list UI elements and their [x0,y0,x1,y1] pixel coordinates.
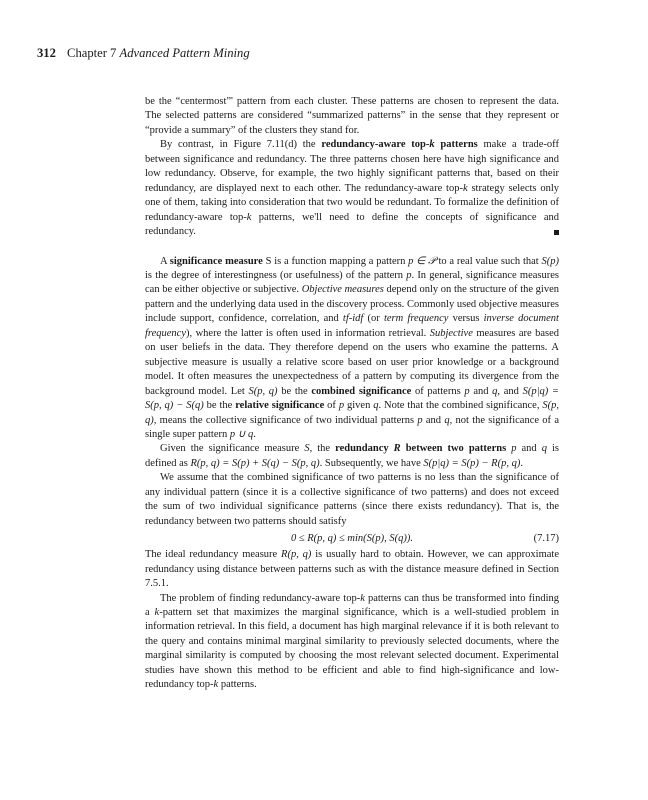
text: measures are based on user beliefs in the data. They therefore depend on the users who examine the patterns. A subjective measure is usually a relative score based on user prior knowledge or a background model. It often measures the unexpectedness of a pattern by computing its divergence from the background model. Let [145,327,559,397]
term-text: redundancy-aware top- [321,139,430,151]
math: p [406,269,412,281]
math: p ∈ 𝒫 [408,255,436,267]
math-k: k [246,211,252,223]
text: given [344,400,374,412]
math: p [464,385,470,397]
page-number: 312 [37,46,56,60]
text: of [324,400,339,412]
math: p ∪ q [229,428,254,440]
page-header [37,46,250,61]
equation-number: (7.17) [533,533,559,545]
term-combined-significance: combined significance [311,385,412,397]
math: p [511,443,517,455]
math: q [492,385,498,397]
math-k: k [213,679,219,691]
math: S(p|q) = S(p, q) − S(q) [145,385,559,412]
chapter-label: Chapter 7 [67,46,117,60]
text: is defined as [145,443,560,469]
text: . [253,428,256,440]
math: R(p, q) = S(p) + S(q) − S(p, q) [190,457,320,469]
math: p [338,400,345,412]
equation-7-17 [145,532,559,547]
text: Given the significance measure [160,443,305,455]
text: , means the collective significance of two individual patterns [153,414,418,426]
chapter-title: Advanced Pattern Mining [119,46,250,60]
math-k: k [360,592,365,604]
math: S(p, q) [248,385,278,397]
text: is the degree of interestingness (or usefulness) of the pattern [145,269,407,281]
paragraph-3 [145,255,559,443]
text: to a real value such that [435,255,542,267]
text: is usually hard to obtain. However, we can approximate redundancy using distance between patterns such as with the distance measure defined in Section 7.5.1. [145,549,559,590]
text: of patterns [411,385,465,397]
paragraph-4 [145,442,559,471]
text: . In general, significance measures can be either objective or subjective. [145,269,559,296]
math-k: k [462,182,468,194]
text: . Note that the combined significance, [378,400,543,412]
term-significance-measure: significance measure [169,255,263,267]
text: The ideal redundancy measure [145,549,282,561]
text: strategy selects only one of them, taking into consideration that two would be redundant. To formalize the definition of redundancy-aware top- [145,182,559,223]
text: and [516,443,542,455]
math-k: k [429,139,435,151]
term-relative-significance: relative significance [235,400,325,412]
math: q [373,400,379,412]
term-redundancy-aware-topk [321,139,477,150]
end-of-example-icon [554,230,559,235]
paragraph-2 [145,138,559,239]
math: R(p, q) [281,549,312,561]
text: and [422,414,445,426]
term-redundancy [335,443,506,454]
text: -pattern set that maximizes the marginal significance, which is a well-studied problem in information retrieval. In this field, a document has high marginal relevance if it is both relevant to the query and contains minimal marginal similarity to previously selected documents, where the marginal similarity is computed by choosing the most relevant selected document. Experimental studies have shown this method to be efficient and able to find high-significance and low-redundancy top- [145,606,559,691]
math: R [393,443,401,455]
text: S is a function mapping a pattern [262,255,409,267]
text: (or [363,313,384,325]
math-k: k [154,606,160,618]
math: S(p|q) = S(p) − R(p, q) [423,457,521,469]
math: S [304,443,310,455]
math: S(p, q) [145,400,560,426]
term-text: redundancy [335,443,394,455]
text: and [469,385,493,397]
text: be the [277,385,312,397]
term-text: patterns [434,139,478,151]
text: , the [309,443,336,455]
math: q [444,414,450,426]
page-body [145,95,559,693]
paragraph-7 [145,592,559,693]
text: be the “centermost”' pattern from each cluster. These patterns are chosen to represent the data. The selected patterns are considered “summarized patterns” in the sense that they represent or “provide a summary” of the clusters they stand for. [145,96,559,136]
term-text: between two patterns [400,443,507,455]
emphasis: Subjective [429,327,473,339]
text: We assume that the combined significance of two patterns is no less than the significance of any individual pattern (since it is a collective significance of two patterns) and does not exceed the sum of two individual significance patterns (since there exists redundancy). That is, the redundancy between two patterns should satisfy [145,472,559,527]
text: . Subsequently, we have [319,457,424,469]
text: , not the significance of a single super pattern [145,414,559,440]
text: make a trade-off between significance and redundancy. The three patterns chosen here have high significance and low redundancy. Observe, for example, the two highly significant patterns that, based on their redundancy, are displayed next to each other. The redundancy-aware top- [145,139,559,194]
text: . [520,457,523,469]
emphasis: Objective measures [301,284,384,296]
text: depend only on the structure of the given pattern and the underlying data used in the discovery process. Commonly used objective measures include support, confidence, correlation, and [145,284,560,325]
paragraph-5 [145,471,559,529]
text: patterns can thus be transformed into finding a [145,592,559,618]
emphasis: term frequency [383,313,449,325]
text: By contrast, in Figure 7.11(d) the [160,139,322,151]
text: The problem of finding redundancy-aware top- [160,592,361,604]
text: patterns. [218,679,257,691]
equation-text: 0 ≤ R(p, q) ≤ min(S(p), S(q)). [290,533,414,545]
text: ), where the latter is often used in information retrieval. [186,327,430,339]
text: A [160,255,170,267]
math: q [541,443,547,455]
math: S(p) [541,255,559,267]
math: p [417,414,423,426]
emphasis: inverse document frequency [145,313,559,339]
text: be the [203,400,236,412]
text: , and [497,385,523,397]
paragraph-6 [145,548,559,591]
paragraph-1 [145,95,559,138]
emphasis: tf-idf [342,313,364,325]
text: patterns, we'll need to define the concepts of significance and redundancy. [145,211,559,238]
text: versus [448,313,484,325]
